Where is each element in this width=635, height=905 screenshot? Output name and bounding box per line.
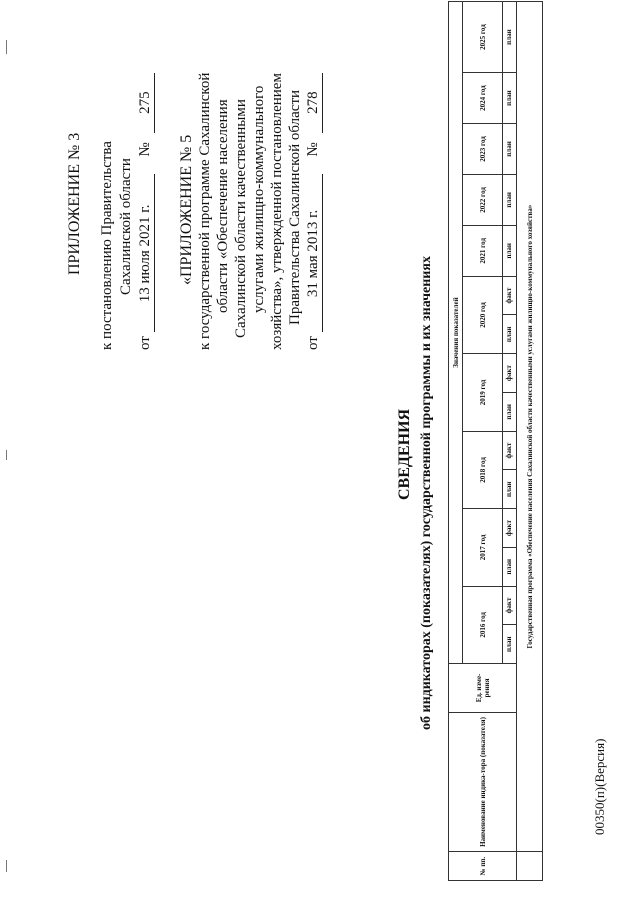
sub-header: факт — [502, 509, 516, 548]
appendix3-number: 275 — [137, 73, 155, 133]
appendix5-line: Сахалинской области качественными — [233, 99, 249, 338]
appendix5-line: услугами жилищно-коммунального — [251, 85, 267, 313]
year-header: 2024 год — [463, 73, 502, 124]
col-name-header: Наименование индика-тора (показателя) — [449, 712, 517, 851]
appendix5-line: области «Обеспечение населения — [215, 99, 231, 313]
year-header: 2021 год — [463, 225, 502, 276]
appendix5-date: 31 мая 2013 г. — [305, 174, 323, 332]
sub-header: план — [502, 547, 516, 586]
scan-mark — [6, 40, 7, 54]
sub-header: план — [502, 315, 516, 354]
values-header: Значения показателей — [449, 2, 463, 664]
year-header: 2017 год — [463, 509, 502, 586]
scan-mark — [6, 860, 7, 872]
sub-header: план — [502, 73, 516, 124]
sub-header: факт — [502, 354, 516, 393]
appendix5-line: Правительства Сахалинской области — [287, 89, 303, 325]
year-header: 2023 год — [463, 124, 502, 175]
year-header: 2019 год — [463, 354, 502, 431]
appendix5-date-line — [305, 73, 323, 350]
table-row-empty-cell — [517, 852, 543, 881]
appendix3-line1: к постановлению Правительства — [99, 141, 115, 350]
appendix3-date-line — [137, 73, 155, 350]
col-no-header: № пп. — [449, 852, 517, 881]
appendix5-line: к государственной программе Сахалинской — [197, 72, 213, 350]
scan-mark — [6, 450, 7, 460]
version-mark: 00350(п)(Версия) — [592, 738, 607, 835]
appendix3-line2: Сахалинской области — [118, 158, 134, 295]
appendix3-date: 13 июля 2021 г. — [137, 174, 155, 332]
doc-heading: СВЕДЕНИЯ — [396, 408, 413, 500]
sub-header: факт — [502, 586, 516, 625]
appendix5-title: «ПРИЛОЖЕНИЕ № 5 — [178, 134, 195, 285]
sub-header: факт — [502, 276, 516, 315]
indicators-table — [448, 1, 543, 881]
appendix5-line: хозяйства», утвержденной постановлением — [269, 73, 285, 350]
appendix3-from: от — [137, 336, 153, 350]
sub-header: план — [502, 392, 516, 431]
sub-header: план — [502, 225, 516, 276]
program-row: Государственная программа «Обеспечение населения Сахалинской области качественными услугами жилищно-коммунального хозяйства» — [517, 2, 543, 852]
sub-header: факт — [502, 431, 516, 470]
sub-header: план — [502, 124, 516, 175]
year-header: 2016 год — [463, 586, 502, 663]
sub-header: план — [502, 174, 516, 225]
sub-header: план — [502, 470, 516, 509]
appendix5-number: 278 — [305, 73, 323, 133]
year-header: 2018 год — [463, 431, 502, 508]
year-header: 2025 год — [463, 2, 502, 73]
sub-header: план — [502, 2, 516, 73]
sub-header: план — [502, 625, 516, 664]
appendix5-no-label: № — [305, 142, 321, 157]
col-unit-header: Ед. изме-рения — [449, 664, 517, 713]
appendix3-title: ПРИЛОЖЕНИЕ № 3 — [66, 132, 83, 275]
year-header: 2020 год — [463, 276, 502, 353]
appendix5-from: от — [305, 336, 321, 350]
year-header: 2022 год — [463, 174, 502, 225]
appendix3-no-label: № — [137, 142, 153, 157]
doc-subheading: об индикаторах (показателях) государственной программы и их значениях — [419, 256, 434, 730]
